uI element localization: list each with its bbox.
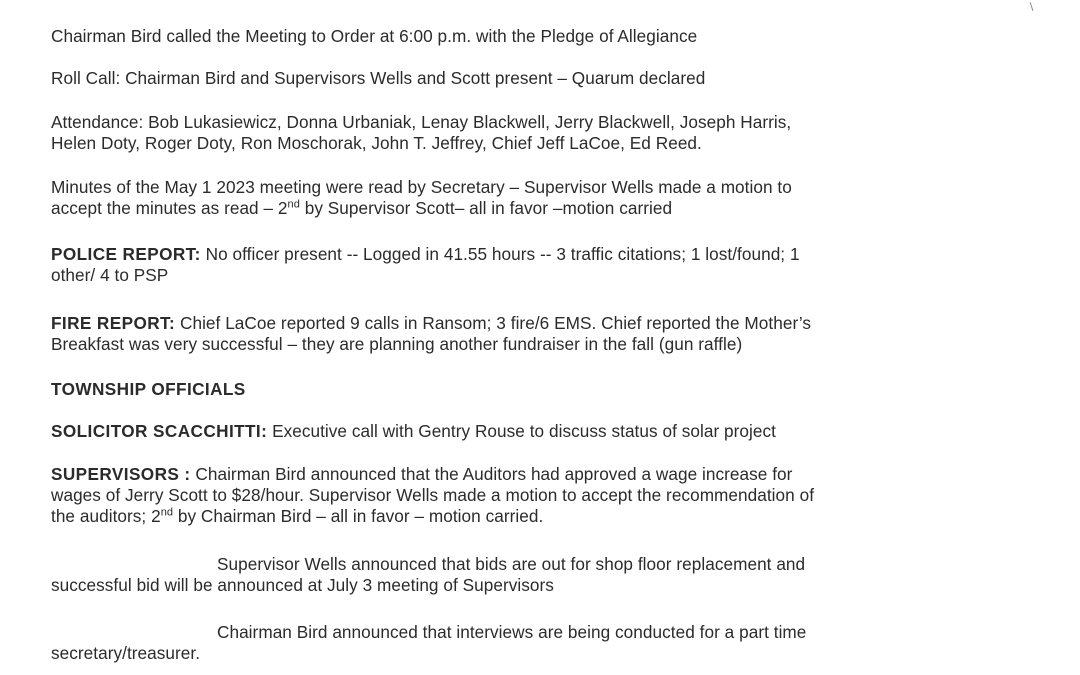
township-officials-heading: TOWNSHIP OFFICIALS bbox=[51, 379, 246, 399]
solicitor-line bbox=[51, 421, 1051, 442]
supervisors-text: Chairman Bird announced that the Auditors had approved a wage increase for bbox=[190, 464, 793, 484]
solicitor-heading: SOLICITOR SCACCHITTI: bbox=[51, 421, 268, 441]
solicitor-text: Executive call with Gentry Rouse to discuss status of solar project bbox=[267, 421, 776, 441]
fire-report-text: Chief LaCoe reported 9 calls in Ransom; 3 fire/6 EMS. Chief reported the Mother’s bbox=[175, 313, 812, 333]
supervisors-line-2: wages of Jerry Scott to $28/hour. Supervisor Wells made a motion to accept the recommendation of bbox=[51, 485, 815, 505]
police-report-paragraph bbox=[51, 244, 1051, 286]
fire-report-line-2: Breakfast was very successful – they are planning another fundraiser in the fall (gun raffle) bbox=[51, 334, 743, 354]
fire-report-paragraph bbox=[51, 313, 1051, 355]
bids-line-1: Supervisor Wells announced that bids are out for shop floor replacement and bbox=[217, 554, 806, 574]
roll-call-text: Roll Call: Chairman Bird and Supervisors Wells and Scott present – Quarum declared bbox=[51, 68, 706, 88]
police-report-line-2: other/ 4 to PSP bbox=[51, 265, 169, 285]
minutes-approval-paragraph bbox=[51, 177, 1051, 219]
minutes-approval-line-1: Minutes of the May 1 2023 meeting were read by Secretary – Supervisor Wells made a motion to bbox=[51, 177, 792, 197]
bids-paragraph bbox=[51, 554, 1051, 596]
ordinal-suffix: nd bbox=[160, 506, 174, 519]
minutes-approval-line-2-start: accept the minutes as read – 2 bbox=[51, 198, 288, 218]
call-to-order-text: Chairman Bird called the Meeting to Order at 6:00 p.m. with the Pledge of Allegiance bbox=[51, 26, 698, 46]
supervisors-paragraph bbox=[51, 464, 1051, 527]
roll-call-paragraph bbox=[51, 68, 1051, 89]
attendance-line-1: Attendance: Bob Lukasiewicz, Donna Urbaniak, Lenay Blackwell, Jerry Blackwell, Joseph Harris, bbox=[51, 112, 792, 132]
ordinal-suffix: nd bbox=[287, 198, 300, 211]
supervisors-line-3 bbox=[51, 506, 1051, 527]
call-to-order-paragraph bbox=[51, 26, 1051, 47]
township-officials-paragraph bbox=[51, 379, 1051, 400]
bids-line-2: successful bid will be announced at July 3 meeting of Supervisors bbox=[51, 575, 554, 595]
fire-report-line-1 bbox=[51, 313, 1051, 334]
police-report-line-1 bbox=[51, 244, 1051, 265]
minutes-approval-line-2-end: by Supervisor Scott– all in favor –motion carried bbox=[299, 198, 673, 218]
attendance-paragraph bbox=[51, 112, 1051, 154]
attendance-line-2: Helen Doty, Roger Doty, Ron Moschorak, John T. Jeffrey, Chief Jeff LaCoe, Ed Reed. bbox=[51, 133, 702, 153]
supervisors-line-3-end: by Chairman Bird – all in favor – motion carried. bbox=[173, 506, 544, 526]
minutes-approval-line-2 bbox=[51, 198, 1051, 219]
supervisors-line-3-start: the auditors; 2 bbox=[51, 506, 161, 526]
scan-mark bbox=[1030, 2, 1034, 11]
police-report-text: No officer present -- Logged in 41.55 hours -- 3 traffic citations; 1 lost/found; 1 bbox=[200, 244, 800, 264]
solicitor-paragraph bbox=[51, 421, 1051, 442]
interviews-paragraph bbox=[51, 622, 1051, 664]
supervisors-line-1 bbox=[51, 464, 1051, 485]
police-report-heading: POLICE REPORT: bbox=[51, 244, 201, 264]
interviews-line-2: secretary/treasurer. bbox=[51, 643, 201, 663]
interviews-line-1: Chairman Bird announced that interviews are being conducted for a part time bbox=[217, 622, 807, 642]
fire-report-heading: FIRE REPORT: bbox=[51, 313, 176, 333]
supervisors-heading: SUPERVISORS : bbox=[51, 464, 191, 484]
